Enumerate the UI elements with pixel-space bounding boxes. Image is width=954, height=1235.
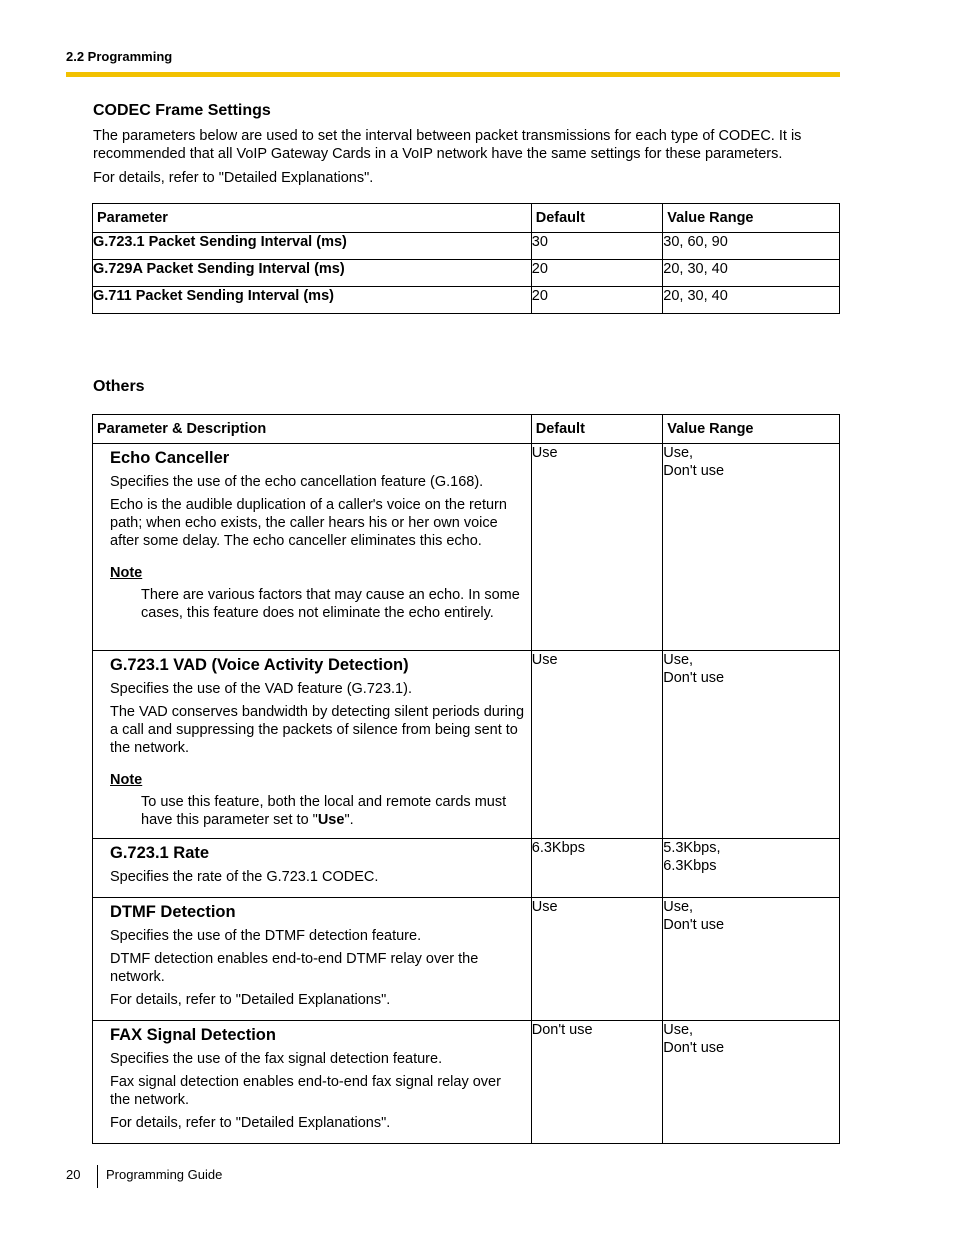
table-row <box>93 287 840 314</box>
value-range: 30, 60, 90 <box>663 233 840 260</box>
parameter-description-cell <box>93 651 532 839</box>
value-range-option: Use, <box>663 652 694 668</box>
value-range-option: Don't use <box>663 917 725 933</box>
others-section-title: Others <box>93 378 145 395</box>
table-header-row <box>93 415 840 444</box>
table-row <box>93 444 840 651</box>
value-range: 20, 30, 40 <box>663 260 840 287</box>
value-range: 20, 30, 40 <box>663 287 840 314</box>
parameter-description: Specifies the rate of the G.723.1 CODEC. <box>110 869 379 885</box>
default-value: 6.3Kbps <box>531 839 663 898</box>
default-value: Don't use <box>531 1021 663 1144</box>
codec-intro-paragraph: The parameters below are used to set the interval between packet transmissions for each type of CODEC. It is recommended that all VoIP Gateway Cards in a VoIP network have the same settings for these parameters. <box>93 128 802 162</box>
note-label: Note <box>110 565 143 581</box>
table-row <box>93 651 840 839</box>
note-label: Note <box>110 772 143 788</box>
codec-settings-table <box>92 203 840 314</box>
default-value: 20 <box>531 260 663 287</box>
parameter-description-cell <box>93 898 532 1021</box>
value-range <box>663 839 840 898</box>
parameter-description: For details, refer to "Detailed Explanations". <box>110 1115 391 1131</box>
value-range-option: Use, <box>663 445 694 461</box>
value-range-option: Don't use <box>663 463 725 479</box>
value-range-option: Don't use <box>663 670 725 686</box>
table-row <box>93 839 840 898</box>
parameter-name: Echo Canceller <box>110 449 230 467</box>
parameter-name: G.723.1 VAD (Voice Activity Detection) <box>110 656 409 674</box>
parameter-name: G.723.1 Packet Sending Interval (ms) <box>93 233 532 260</box>
column-header-default: Default <box>531 415 663 444</box>
column-header-parameter: Parameter <box>93 204 532 233</box>
table-row <box>93 1021 840 1144</box>
value-range-option: Don't use <box>663 1040 725 1056</box>
parameter-description: Specifies the use of the VAD feature (G.723.1). <box>110 681 412 697</box>
parameter-name: DTMF Detection <box>110 903 236 921</box>
note-text-emphasis: Use <box>317 812 345 828</box>
note-text-part: ". <box>344 812 354 828</box>
page-number: 20 <box>66 1167 81 1182</box>
value-range <box>663 444 840 651</box>
value-range <box>663 1021 840 1144</box>
parameter-description: DTMF detection enables end-to-end DTMF relay over the network. <box>110 951 479 985</box>
column-header-value-range: Value Range <box>663 415 840 444</box>
column-header-value-range: Value Range <box>663 204 840 233</box>
codec-section-title: CODEC Frame Settings <box>93 102 271 119</box>
default-value: Use <box>531 898 663 1021</box>
running-header-section: 2.2 Programming <box>66 49 173 64</box>
parameter-description: Specifies the use of the echo cancellation feature (G.168). <box>110 474 484 490</box>
table-row <box>93 898 840 1021</box>
value-range-option: Use, <box>663 899 694 915</box>
value-range-option: 6.3Kbps <box>663 858 717 874</box>
parameter-description: Specifies the use of the DTMF detection feature. <box>110 928 422 944</box>
parameter-description-cell <box>93 839 532 898</box>
value-range <box>663 651 840 839</box>
parameter-name: G.723.1 Rate <box>110 844 210 862</box>
value-range <box>663 898 840 1021</box>
guide-title: Programming Guide <box>106 1167 223 1182</box>
note-text <box>141 793 525 829</box>
note-text-part: To use this feature, both the local and remote cards must have this parameter set to " <box>141 794 507 828</box>
default-value: 20 <box>531 287 663 314</box>
default-value: Use <box>531 651 663 839</box>
parameter-description: Specifies the use of the fax signal detection feature. <box>110 1051 443 1067</box>
parameter-description: Echo is the audible duplication of a caller's voice on the return path; when echo exists, the caller hears his or her own voice after some delay. The echo canceller eliminates this echo. <box>110 497 507 549</box>
others-settings-table <box>92 414 840 1144</box>
parameter-name: G.729A Packet Sending Interval (ms) <box>93 260 532 287</box>
header-rule <box>66 72 840 77</box>
parameter-description: For details, refer to "Detailed Explanations". <box>110 992 391 1008</box>
parameter-name: FAX Signal Detection <box>110 1026 276 1044</box>
footer-divider <box>97 1165 98 1188</box>
parameter-description: The VAD conserves bandwidth by detecting silent periods during a call and suppressing the packets of silence from being sent to the network. <box>110 704 525 756</box>
table-row <box>93 233 840 260</box>
parameter-description-cell <box>93 444 532 651</box>
column-header-default: Default <box>531 204 663 233</box>
parameter-name: G.711 Packet Sending Interval (ms) <box>93 287 532 314</box>
table-row <box>93 260 840 287</box>
codec-intro-details: For details, refer to "Detailed Explanations". <box>93 170 374 186</box>
default-value: 30 <box>531 233 663 260</box>
note-text: There are various factors that may cause an echo. In some cases, this feature does not eliminate the echo entirely. <box>141 587 520 621</box>
parameter-description: Fax signal detection enables end-to-end fax signal relay over the network. <box>110 1074 501 1108</box>
parameter-description-cell <box>93 1021 532 1144</box>
table-header-row <box>93 204 840 233</box>
value-range-option: 5.3Kbps, <box>663 840 721 856</box>
value-range-option: Use, <box>663 1022 694 1038</box>
column-header-parameter-description: Parameter & Description <box>93 415 532 444</box>
default-value: Use <box>531 444 663 651</box>
